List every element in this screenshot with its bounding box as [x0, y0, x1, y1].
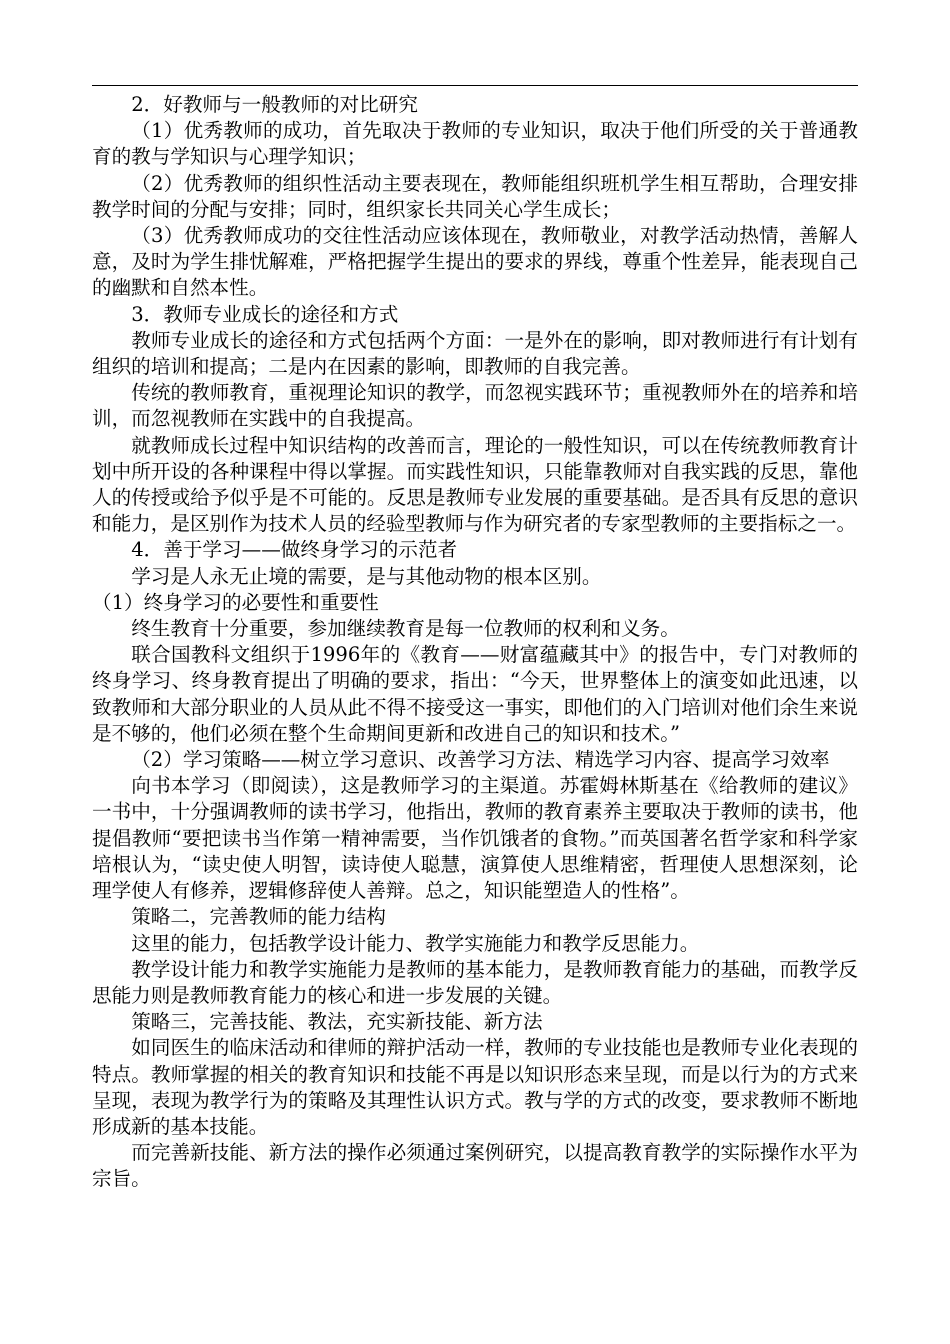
paragraph: 教学设计能力和教学实施能力是教师的基本能力，是教师教育能力的基础，而教学反思能力则是教师教育能力的核心和进一步发展的关键。: [92, 957, 858, 1007]
heading-3: 3．教师专业成长的途径和方式: [131, 302, 399, 326]
heading-2: 2．好教师与一般教师的对比研究: [131, 93, 418, 116]
subheading-1: （1）终身学习的必要性和重要性: [92, 590, 379, 614]
paragraph: 而完善新技能、新方法的操作必须通过案例研究，以提高教育教学的实际操作水平为宗旨。: [92, 1141, 858, 1191]
paragraph: 学习是人永无止境的需要，是与其他动物的根本区别。: [131, 564, 602, 588]
document-body: [92, 92, 858, 1193]
paragraph: （3）优秀教师成功的交往性活动应该体现在，教师敬业，对教学活动热情，善解人意，及时为学生排忧解难，严格把握学生提出的要求的界线，尊重个性差异，能表现自己的幽默和自然本性。: [92, 224, 858, 300]
subheading-2: （2）学习策略——树立学习意识、改善学习方法、精选学习内容、提高学习效率: [131, 748, 830, 772]
paragraph: 联合国教科文组织于1996年的《教育——财富蕴藏其中》的报告中，专门对教师的终身学习、终身教育提出了明确的要求，指出：“今天，世界整体上的演变如此迅速，以致教师和大部分职业的人员从此不得不接受这一事实，即他们的入门培训对他们余生来说是不够的，他们必须在整个生命期间更新和改进自己的知识和技术。”: [92, 643, 858, 745]
paragraph: 终生教育十分重要，参加继续教育是每一位教师的权利和义务。: [131, 617, 680, 641]
paragraph: 向书本学习（即阅读），这是教师学习的主渠道。苏霍姆林斯基在《给教师的建议》一书中，十分强调教师的读书学习，他指出，教师的教育素养主要取决于教师的读书，他提倡教师“要把读书当作第一精神需要，当作饥饿者的食物。”而英国著名哲学家和科学家培根认为，“读史使人明智，读诗使人聪慧，演算使人思维精密，哲理使人思想深刻，论理学使人有修养，逻辑修辞使人善辩。总之，知识能塑造人的性格”。: [92, 774, 858, 903]
paragraph: （2）优秀教师的组织性活动主要表现在，教师能组织班机学生相互帮助，合理安排教学时间的分配与安排；同时，组织家长共同关心学生成长；: [92, 171, 858, 221]
header-rule: [92, 85, 858, 86]
paragraph: （1）优秀教师的成功，首先取决于教师的专业知识，取决于他们所受的关于普通教育的教与学知识与心理学知识；: [92, 119, 858, 169]
paragraph: 如同医生的临床活动和律师的辩护活动一样，教师的专业技能也是教师专业化表现的特点。教师掌握的相关的教育知识和技能不再是以知识形态来呈现，而是以行为的方式来呈现，表现为教学行为的策略及其理性认识方式。教与学的方式的改变，要求教师不断地形成新的基本技能。: [92, 1036, 858, 1138]
paragraph: 教师专业成长的途径和方式包括两个方面：一是外在的影响，即对教师进行有计划有组织的培训和提高；二是内在因素的影响，即教师的自我完善。: [92, 328, 858, 379]
paragraph: 传统的教师教育，重视理论知识的教学，而忽视实践环节；重视教师外在的培养和培训，而忽视教师在实践中的自我提高。: [92, 381, 858, 431]
paragraph: 这里的能力，包括教学设计能力、教学实施能力和教学反思能力。: [131, 931, 700, 955]
strategy-2-heading: 策略二，完善教师的能力结构: [131, 905, 386, 929]
paragraph: 就教师成长过程中知识结构的改善而言，理论的一般性知识，可以在传统教师教育计划中所开设的各种课程中得以掌握。而实践性知识，只能靠教师对自我实践的反思，靠他人的传授或给予似乎是不可能的。反思是教师专业发展的重要基础。是否具有反思的意识和能力，是区别作为技术人员的经验型教师与作为研究者的专家型教师的主要指标之一。: [92, 433, 858, 536]
strategy-3-heading: 策略三，完善技能、教法，充实新技能、新方法: [131, 1010, 543, 1034]
heading-4: 4．善于学习——做终身学习的示范者: [131, 538, 458, 562]
